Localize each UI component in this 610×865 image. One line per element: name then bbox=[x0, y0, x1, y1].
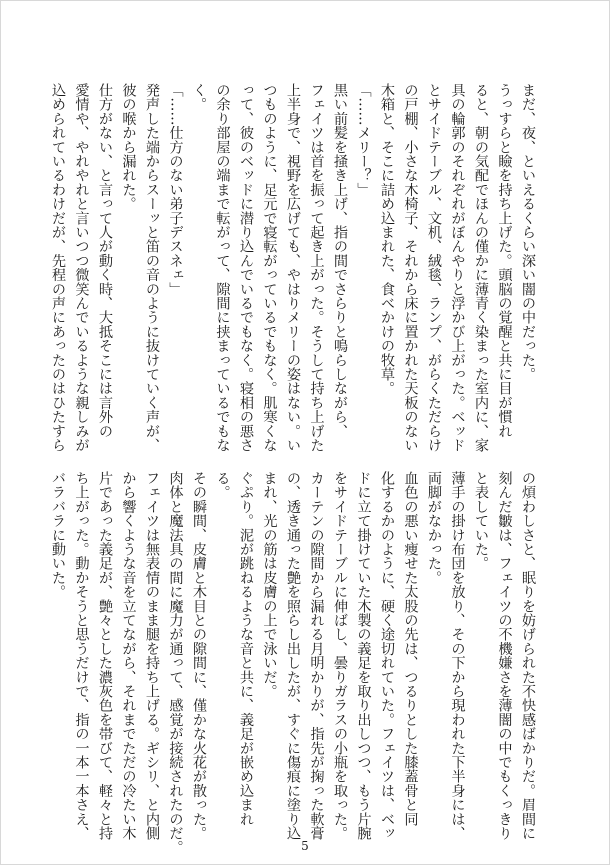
text-column: く。 bbox=[191, 83, 207, 112]
text-column: って、彼のベッドに潜り込んでいるでもなく。寝相の悪さ bbox=[238, 83, 254, 453]
text-column: 「……メリー？」 bbox=[355, 83, 372, 197]
text-column: ぐぷり。泥が跳ねるような音と共に、義足が嵌め込まれ bbox=[238, 471, 254, 826]
text-column: の煩わしさと、眠りを妨げられた不快感ばかりだ。眉間に bbox=[520, 471, 536, 841]
upper-text-block bbox=[50, 83, 539, 453]
text-column: をサイドテーブルに伸ばし、曇りガラスの小瓶を取った。 bbox=[332, 471, 348, 841]
text-column: 両脚がなかった。 bbox=[426, 471, 442, 585]
text-column: の戸棚、小さな木椅子、それから床に置かれた天板のない bbox=[402, 83, 419, 453]
text-column: 発声した端からスーッと笛の音のように抜けていく声が、 bbox=[144, 83, 160, 453]
text-column: ると、朝の気配でほんの僅かに薄青く染まった室内に、家 bbox=[473, 83, 489, 453]
text-column: まれ、光の筋は皮膚の上で泳いだ。 bbox=[261, 471, 278, 699]
text-column: 化するかのように、硬く途切れていた。フェイツは、ベッ bbox=[379, 471, 395, 841]
text-column: バラバラに動いた。 bbox=[50, 471, 66, 599]
text-column: の余り部屋の端まで転がって、隙間に挟まっているでもな bbox=[214, 83, 231, 453]
text-column: カーテンの隙間から漏れる月明かりが、指先が掬った軟膏 bbox=[308, 471, 325, 841]
text-column: 具の輪郭のそれぞれがぼんやりと浮かび上がった。ベッド bbox=[449, 83, 466, 453]
text-column: フェイツは無表情のまま腿を持ち上げる。ギシリ、と内側 bbox=[144, 471, 160, 841]
text-column: ち上がった。動かそうと思うだけで、指の一本一本さえ、 bbox=[73, 471, 90, 841]
text-column: 刻んだ皺は、フェイツの不機嫌さを薄闇の中でもくっきり bbox=[496, 471, 513, 841]
text-column: とサイドテーブル、文机、絨毯、ランプ、がらくただらけ bbox=[426, 83, 442, 453]
text-column: る。 bbox=[214, 471, 231, 500]
text-column: 愛情や、やれやれと言いつつ微笑んでいるような親しみが bbox=[73, 83, 90, 453]
text-column: 彼の喉から漏れた。 bbox=[120, 83, 137, 211]
text-column: ドに立て掛けていた木製の義足を取り出しつつ、もう片腕 bbox=[355, 471, 372, 841]
text-column: 黒い前髪を掻き上げ、指の間でさらりと鳴らしながら、 bbox=[332, 83, 348, 438]
text-column: 木箱と、そこに詰め込まれた、食べかけの牧草。 bbox=[379, 83, 395, 396]
text-column: の、透き通った艶を照らし出したが、すぐに傷痕に塗り込 bbox=[285, 471, 301, 841]
text-column: フェイツは首を振って起き上がった。そうして持ち上げた bbox=[308, 83, 325, 453]
text-column: その瞬間、皮膚と木目との隙間に、僅かな火花が散った。 bbox=[191, 471, 207, 841]
text-column: 血色の悪い痩せた太股の先は、つるりとした膝蓋骨と同 bbox=[402, 471, 419, 826]
text-column: 込められているわけだが、先程の声にあったのはひたすら bbox=[50, 83, 66, 453]
text-column: まだ、夜、といえるくらい深い闇の中だった。 bbox=[520, 83, 536, 382]
text-column: 仕方がない、と言って人が動く時、大抵そこには言外の bbox=[97, 83, 113, 438]
page-number: 5 bbox=[301, 839, 309, 853]
text-column: 薄手の掛け布団を放り、その下から現われた下半身には、 bbox=[449, 471, 466, 841]
text-column: うっすらと瞼を持ち上げた。頭脳の覚醒と共に目が慣れ bbox=[496, 83, 513, 438]
text-column: から響くような音を立てながら、それまでただの冷たい木 bbox=[120, 471, 137, 841]
text-column: 片であった義足が、艶々とした濃灰色を帯びて、軽々と持 bbox=[97, 471, 113, 841]
text-column: 肉体と魔法具の間に魔力が通って、感覚が接続されたのだ。 bbox=[167, 471, 184, 855]
text-column: 「……仕方のない弟子デスネェ」 bbox=[167, 83, 184, 296]
text-column: と表していた。 bbox=[473, 471, 489, 571]
text-column: つものように、足元で寝転がっているでもなく。肌寒くな bbox=[261, 83, 278, 453]
lower-text-block bbox=[50, 471, 539, 855]
text-column: 上半身で、視野を広げても、やはりメリーの姿はない。い bbox=[285, 83, 301, 453]
